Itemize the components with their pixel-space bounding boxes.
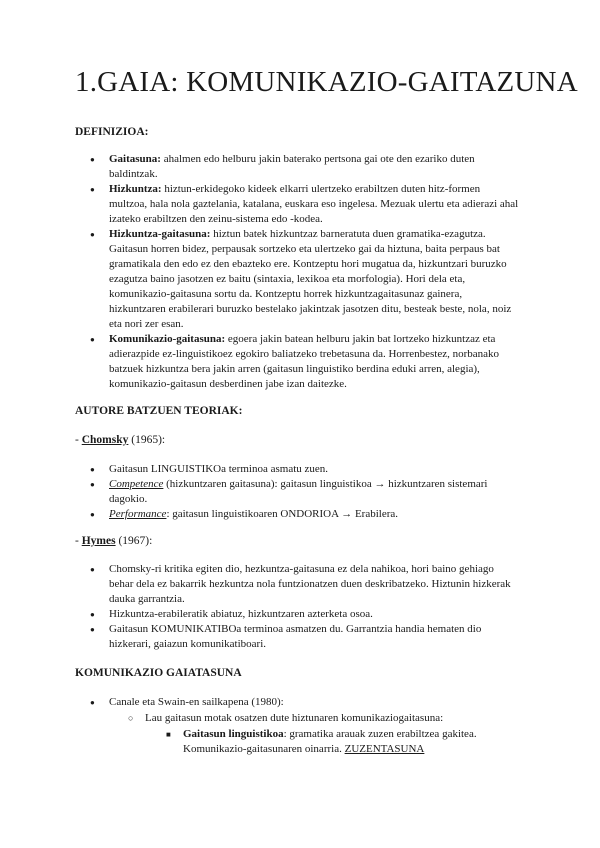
competence-term: Competence	[109, 478, 164, 490]
list-item	[109, 182, 519, 227]
komunikazio-sublist	[145, 711, 510, 726]
author-year: (1965):	[128, 434, 166, 446]
term-definition: egoera jakin batean helburu jakin bat lortzeko hizkuntzaz eta adierazpide ez-linguistikoez egokiro baliatzeko trebetasuna da. Horrenbestez, norbanako batzuek hizkuntza bera jakin arren (gaitasun linguistiko berdina eduki arren, alegia), komunikazio-gaitasun desberdinen jabe izan daitezke.	[109, 333, 500, 390]
author-name: Chomsky	[81, 434, 129, 446]
definition-list	[109, 152, 519, 392]
list-item: ○ Lau gaitasun motak osatzen dute hiztunaren komunikaziogaitasuna:	[145, 711, 510, 726]
term-label: Gaitasuna:	[109, 153, 161, 165]
author-prefix: -	[75, 535, 82, 547]
chomsky-list	[109, 462, 519, 522]
komunikazio-list	[109, 695, 519, 710]
term-label: Hizkuntza:	[109, 183, 162, 195]
hymes-list	[109, 562, 519, 652]
list-item: ● Gaitasun KOMUNIKATIBOa terminoa asmatzen du. Garrantzia handia hematen dio hizkerari, gaiazun komunikatiboari.	[109, 622, 519, 652]
term-definition: ahalmen edo helburu jakin baterako pertsona gai ote den ezariko duten baldintzak.	[109, 153, 475, 180]
list-item: ● Performance: gaitasun linguistikoaren ONDORIOA → Erabilera.	[109, 507, 519, 522]
list-item	[109, 152, 519, 182]
author-chomsky	[75, 434, 165, 446]
list-item	[109, 332, 519, 392]
zuzentasuna-label: ZUZENTASUNA	[344, 743, 425, 755]
list-item: ● Canale eta Swain-en sailkapena (1980):	[109, 695, 519, 710]
list-item: ● Chomsky-ri kritika egiten dio, hezkuntza-gaitasuna ez dela nahikoa, hori baino gehiago behar dela ez bakarrik hezkuntza nola funtzionatzen duen deskribatzeko. Hiztunin hizkerak dauka garrantzia.	[109, 562, 519, 607]
term-label: Gaitasun linguistikoa	[183, 728, 284, 740]
list-item: ● Gaitasun LINGUISTIKOa terminoa asmatu zuen.	[109, 462, 519, 477]
author-year: (1967):	[115, 535, 153, 547]
term-label: Komunikazio-gaitasuna:	[109, 333, 226, 345]
section-heading-autoreak: AUTORE BATZUEN TEORIAK:	[75, 405, 243, 417]
komunikazio-subsublist	[183, 727, 513, 757]
term-definition: hiztun-erkidegoko kideek elkarri ulertzeko erabiltzen duten hitz-formen multzoa, hala nola gaztelania, katalana, euskara eso ingelesa. Mezuak ulertu eta adierazi ahal izateko erabiltzen den zeinu-sistema edo -kodea.	[109, 183, 519, 225]
term-definition: hiztun batek hizkuntzaz barneratuta duen gramatika-ezagutza. Gaitasun horren bidez, perpausak sortzeko eta ulertzeko gai da hiztuna, baita perpaus bat gramatikala den edo ez den ebazteko ere. Kontzeptu hori mugatua da, hizkuntzari buruzko ezagutza baino jasotzen ez baitu (sintaxia, lexikoa eta morfologia). Hori dela eta, komunikazio-gaitasuna sortu da. Kontzeptu horrek hizkuntzagaitasunaz gainera, hizkuntzaren erabilerari buruzko bestelako jakintzak jasotzen ditu, besteak beste, nola, noiz eta nori zer esan.	[109, 228, 512, 330]
list-item: ■ Gaitasun linguistikoa: gramatika arauak zuzen erabiltzea gakitea. Komunikazio-gaitasunaren oinarria. ZUZENTASUNA	[183, 727, 513, 757]
performance-term: Performance	[109, 508, 167, 520]
section-heading-komunikazio: KOMUNIKAZIO GAIATASUNA	[75, 667, 242, 679]
list-item: ● Hizkuntza-erabileratik abiatuz, hizkuntzaren azterketa osoa.	[109, 607, 519, 622]
page-title: 1.GAIA: KOMUNIKAZIO-GAITAZUNA	[75, 66, 578, 98]
list-item: ● Competence (hizkuntzaren gaitasuna): gaitasun linguistikoa → hizkuntzaren sistemari dagokio.	[109, 477, 519, 507]
author-name: Hymes	[81, 535, 116, 547]
author-hymes	[75, 535, 152, 547]
author-prefix: -	[75, 434, 82, 446]
term-label: Hizkuntza-gaitasuna:	[109, 228, 211, 240]
list-item	[109, 227, 519, 332]
section-heading-definizioa: DEFINIZIOA:	[75, 126, 149, 138]
